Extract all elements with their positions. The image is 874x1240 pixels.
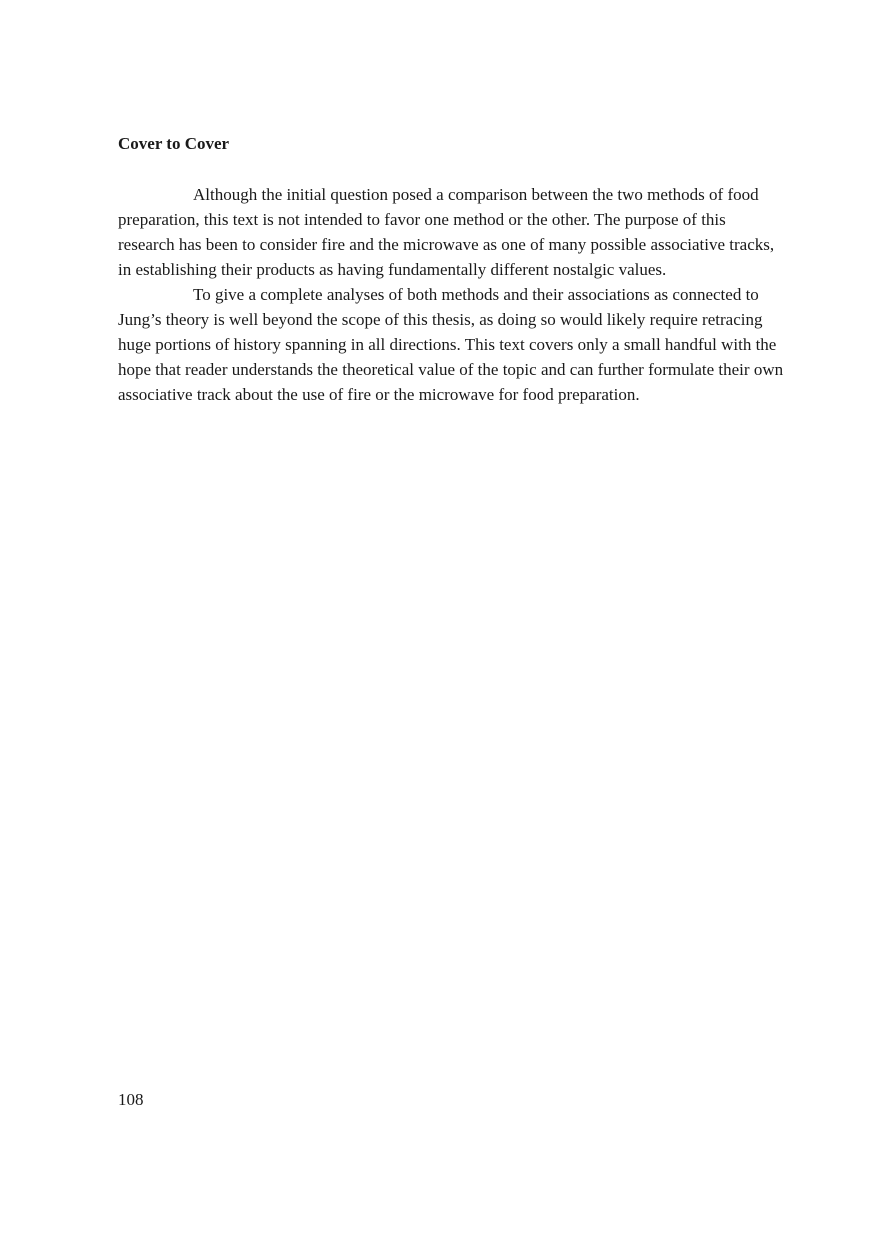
section-heading: Cover to Cover — [118, 134, 230, 153]
page-number: 108 — [118, 1090, 144, 1109]
body-text — [118, 182, 786, 407]
paragraph-2: To give a complete analyses of both methods and their associations as connected to Jung’s theory is well beyond the scope of this thesis, as doing so would likely require retracing huge portions of history spanning in all directions. This text covers only a small handful with the hope that reader understands the theoretical value of the topic and can further formulate their own associative track about the use of fire or the microwave for food preparation. — [118, 285, 784, 404]
paragraph-1: Although the initial question posed a comparison between the two methods of food preparation, this text is not intended to favor one method or the other. The purpose of this research has been to consider fire and the microwave as one of many possible associative tracks, in establishing their products as having fundamentally different nostalgic values. — [118, 185, 775, 279]
